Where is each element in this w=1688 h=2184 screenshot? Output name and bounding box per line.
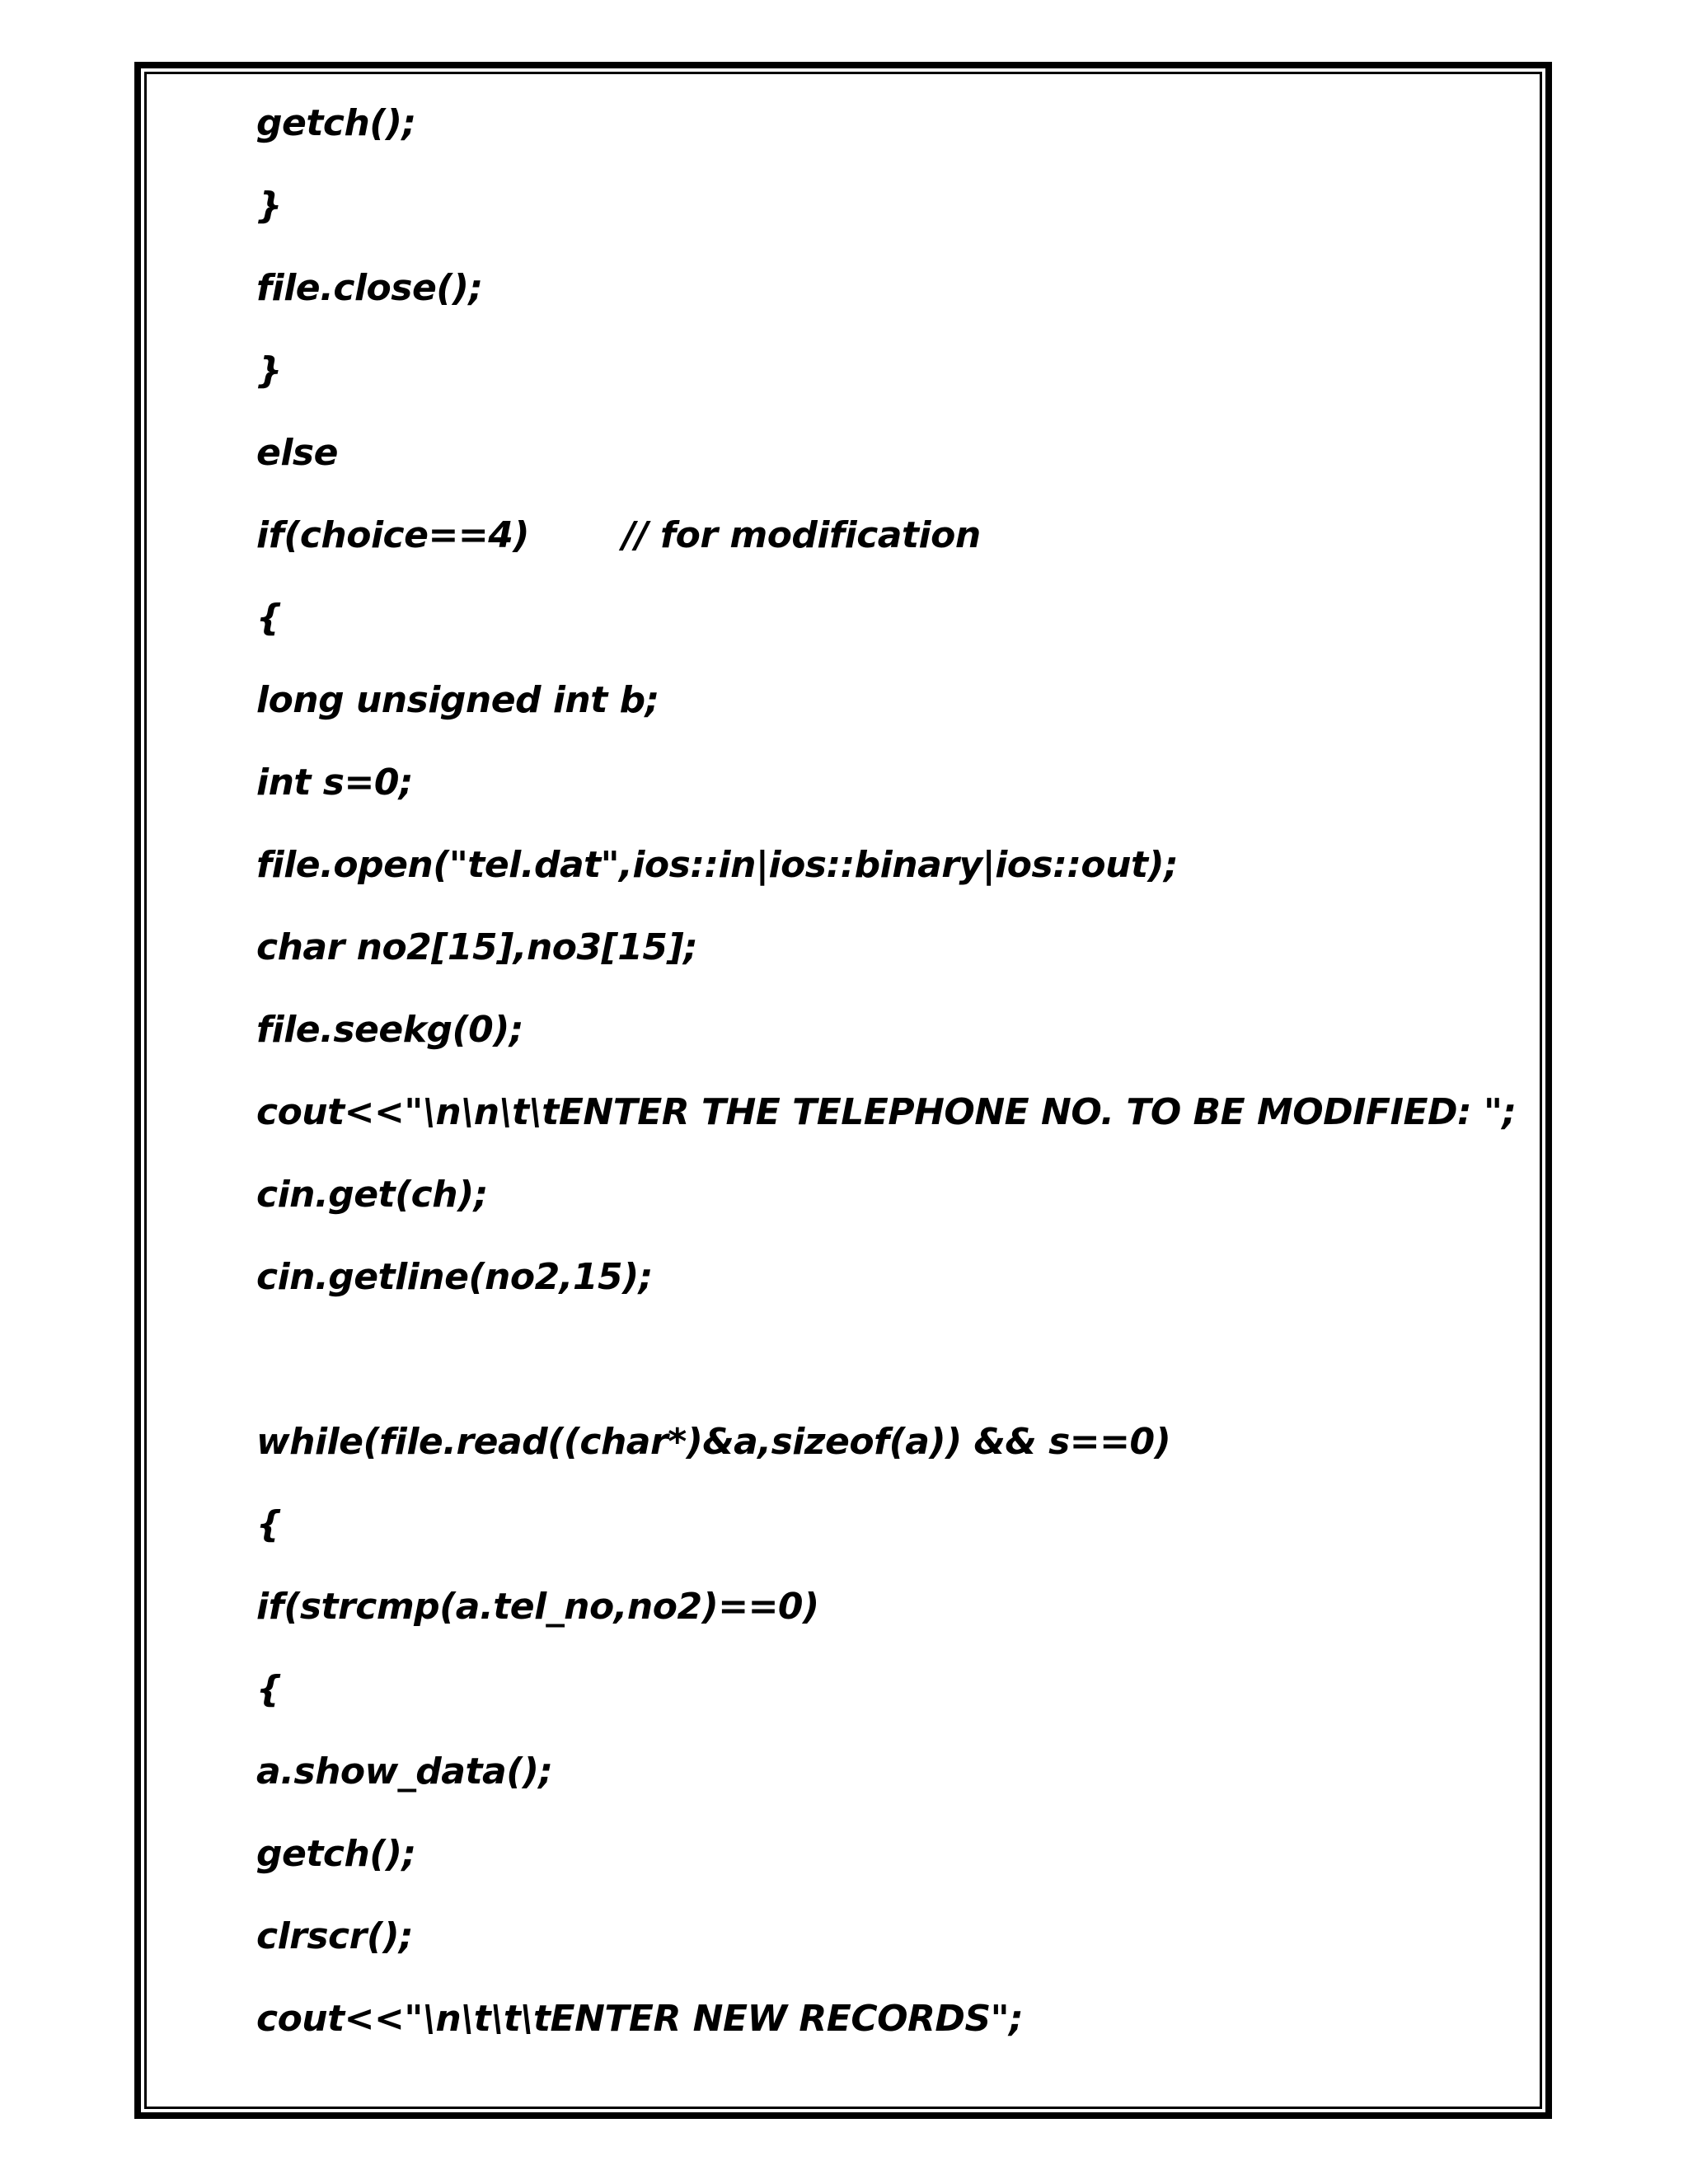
code-line: clrscr(); (256, 1915, 414, 1957)
code-line: a.show_data(); (256, 1750, 553, 1793)
code-comment: // for modification (622, 514, 981, 556)
code-line: if(strcmp(a.tel_no,no2)==0) (256, 1586, 819, 1628)
code-line: if(choice==4) (256, 514, 529, 556)
code-line: while(file.read((char*)&a,sizeof(a)) && s==0) (256, 1421, 1171, 1463)
code-line: cout<<"\n\t\t\tENTER NEW RECORDS"; (256, 1998, 1024, 2040)
code-line: cout<<"\n\n\t\tENTER THE TELEPHONE NO. TO BE MODIFIED: "; (256, 1091, 1517, 1133)
code-line: file.seekg(0); (256, 1009, 523, 1051)
code-line: char no2[15],no3[15]; (256, 926, 698, 968)
code-line: cin.getline(no2,15); (256, 1256, 653, 1298)
code-line: cin.get(ch); (256, 1174, 488, 1216)
code-line: getch(); (256, 1833, 416, 1875)
code-line: long unsigned int b; (256, 679, 659, 721)
code-line: getch(); (256, 102, 416, 144)
code-line: { (256, 1668, 282, 1710)
code-line: int s=0; (256, 762, 414, 804)
code-line: else (256, 432, 338, 474)
code-line: file.close(); (256, 267, 483, 309)
code-line: file.open("tel.dat",ios::in|ios::binary|ios::out); (256, 844, 1179, 886)
code-line: } (256, 349, 282, 391)
code-line: { (256, 1503, 282, 1545)
code-line: { (256, 597, 282, 639)
code-line: } (256, 185, 282, 227)
